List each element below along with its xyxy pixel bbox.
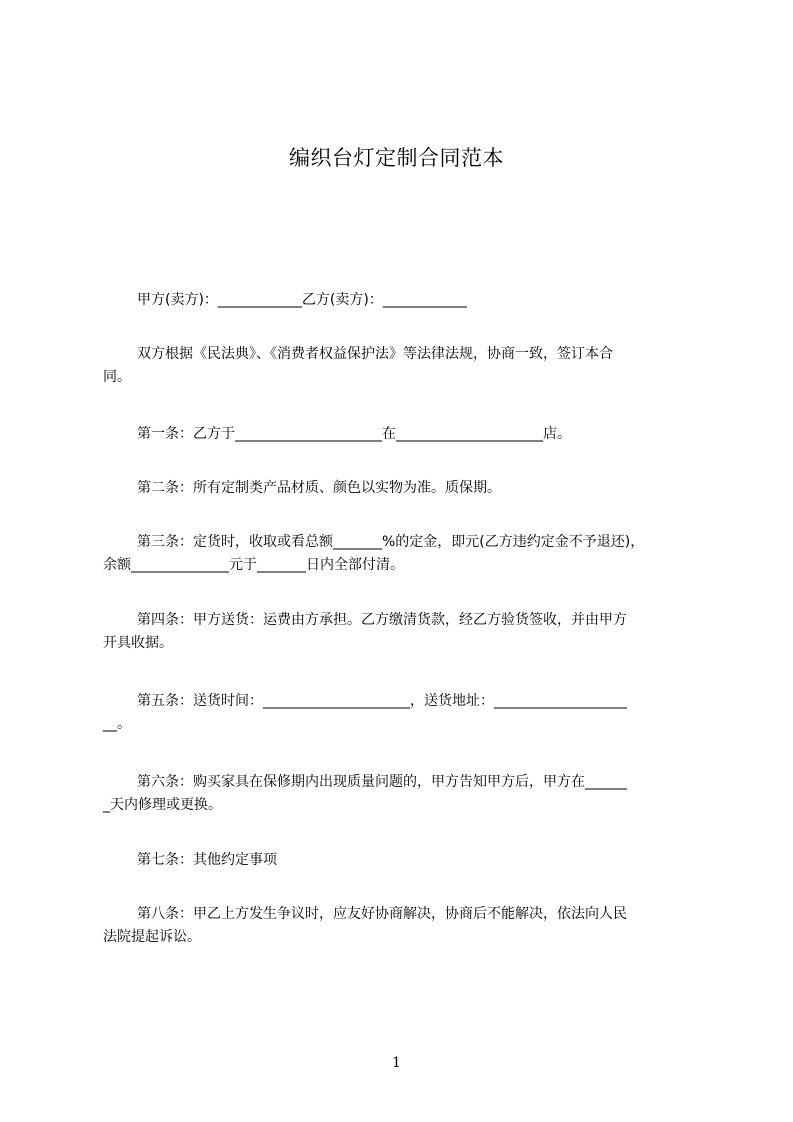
article-4-line-2: 开具收据。 (103, 635, 173, 651)
parties-line (103, 289, 703, 312)
article-7 (103, 849, 703, 872)
article-3-line-2: 余额______________元于_______日内全部付清。 (103, 557, 404, 573)
article-5 (103, 690, 703, 736)
article-7-text: 第七条：其他约定事项 (137, 852, 277, 868)
article-4-line-1: 第四条：甲方送货：运费由方承担。乙方缴清货款，经乙方验货签收，并由甲方 (137, 612, 627, 628)
document-title: 编织台灯定制合同范本 (289, 146, 504, 170)
article-1-text: 第一条：乙方于_____________________在_____________________店。 (137, 426, 571, 442)
intro-line-1: 双方根据《民法典》、《消费者权益保护法》等法律法规，协商一致，签订本合 (137, 346, 613, 362)
intro-paragraph (103, 343, 703, 389)
article-6 (103, 771, 703, 817)
article-3-line-1: 第三条：定货时，收取或看总额_______%的定金，即元(乙方违约定金不予退还)， (137, 534, 645, 550)
article-6-line-2: _天内修理或更换。 (103, 797, 222, 813)
article-2 (103, 477, 703, 500)
page-number: 1 (392, 1055, 401, 1071)
article-5-line-2: __。 (103, 716, 131, 732)
article-8 (103, 903, 703, 949)
article-8-line-1: 第八条：甲乙上方发生争议时，应友好协商解决，协商后不能解决，依法向人民 (137, 906, 627, 922)
article-3 (103, 531, 703, 577)
parties-text: 甲方(卖方)：____________乙方(卖方)：____________ (137, 292, 467, 308)
article-4 (103, 609, 703, 655)
intro-line-2: 同。 (103, 369, 131, 385)
article-5-line-1: 第五条：送货时间：_____________________，送货地址：___________________ (137, 693, 627, 709)
article-2-text: 第二条：所有定制类产品材质、颜色以实物为准。质保期。 (137, 480, 501, 496)
article-1 (103, 423, 703, 446)
article-8-line-2: 法院提起诉讼。 (103, 929, 201, 945)
article-6-line-1: 第六条：购买家具在保修期内出现质量问题的，甲方告知甲方后，甲方在______ (137, 774, 627, 790)
